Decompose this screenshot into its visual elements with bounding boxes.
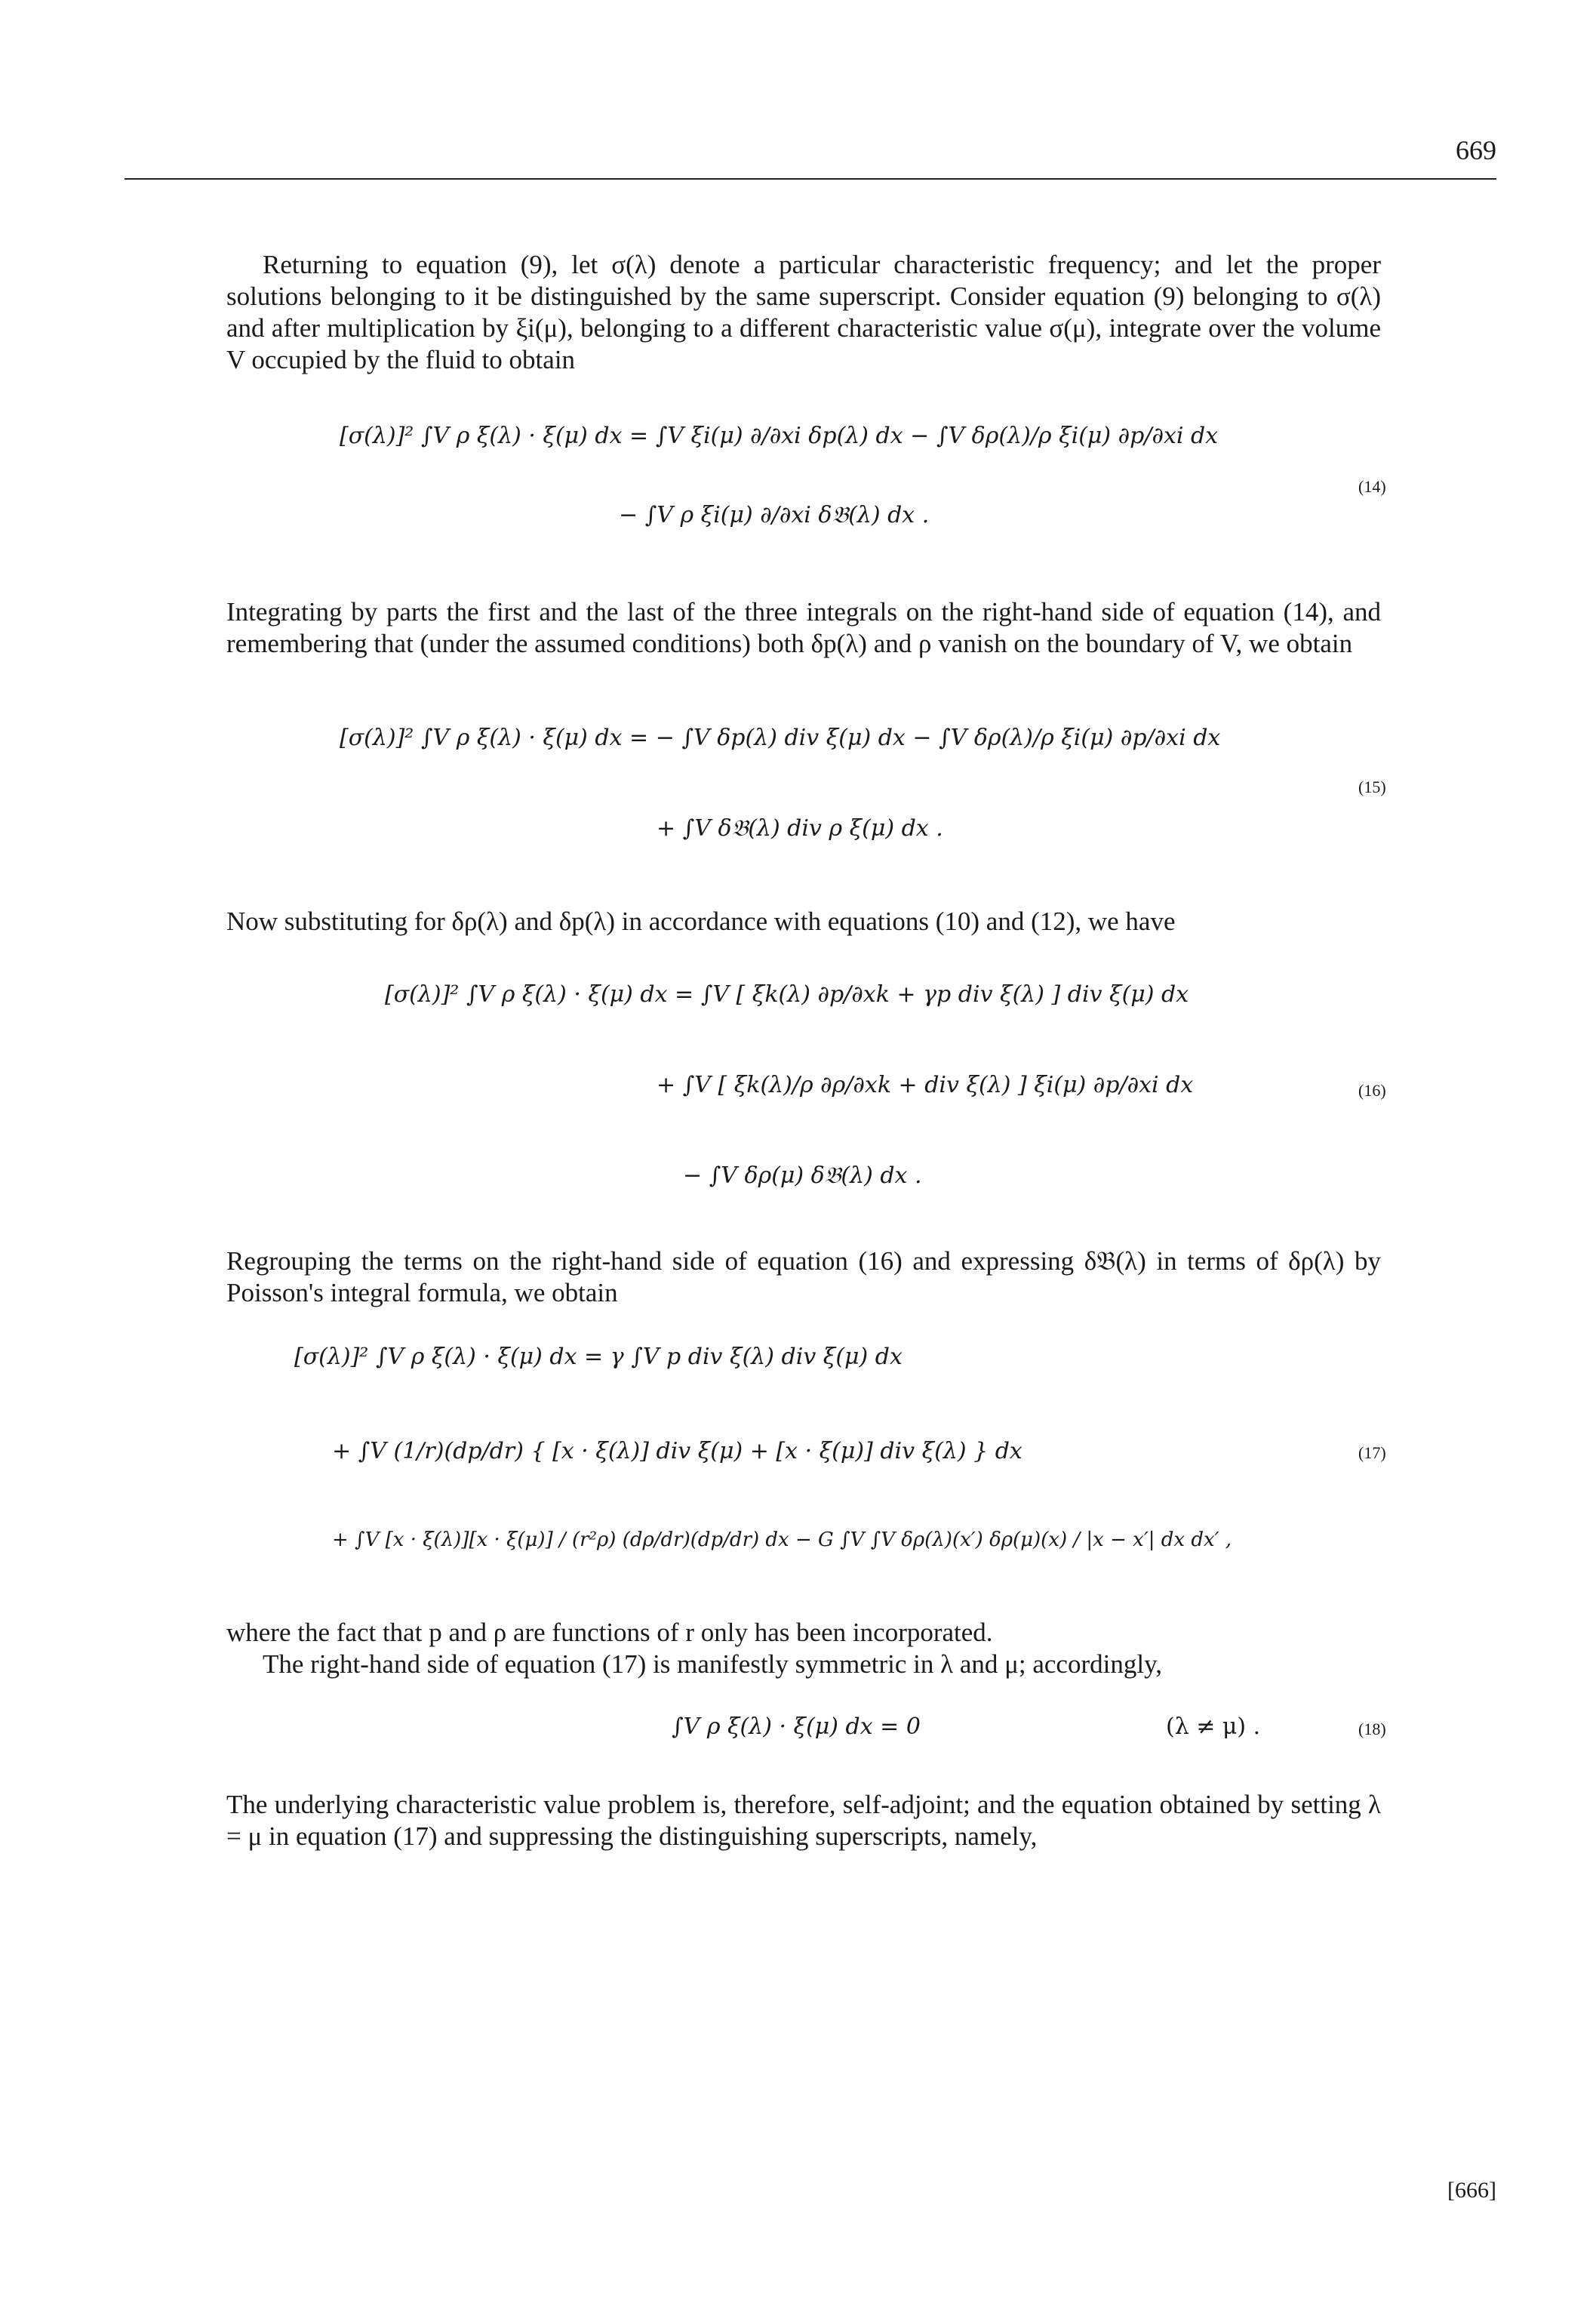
equation-17-line-3: + ∫V [x · ξ(λ)][x · ξ(μ)] / (r²ρ) (dρ/dr)(dp/dr) dx − G ∫V ∫V δρ(λ)(x′) δρ(μ)(x) / |x − x′| dx dx′ , (332, 1529, 1232, 1551)
equation-17-line-2: + ∫V (1/r)(dp/dr) { [x · ξ(λ)] div ξ(μ) + [x · ξ(μ)] div ξ(λ) } dx (332, 1438, 1022, 1464)
paragraph-4: Regrouping the terms on the right-hand side of equation (16) and expressing δ𝔅(λ) in terms of δρ(λ) by Poisson's integral formula, we obtain (226, 1246, 1381, 1307)
equation-16-line-3: − ∫V δρ(μ) δ𝔅(λ) dx . (683, 1162, 922, 1189)
equation-14-line-1: [σ(λ)]² ∫V ρ ξ(λ) · ξ(μ) dx = ∫V ξi(μ) ∂/∂xi δp(λ) dx − ∫V δρ(λ)/ρ ξi(μ) ∂p/∂xi dx (340, 423, 1219, 449)
header-rule (125, 178, 1496, 180)
equation-16-number: (16) (1358, 1081, 1386, 1100)
paragraph-6: The right-hand side of equation (17) is manifestly symmetric in λ and μ; accordingly, (263, 1649, 1163, 1679)
equation-18-condition: (λ ≠ μ) . (1166, 1713, 1261, 1740)
equation-14-line-2: − ∫V ρ ξi(μ) ∂/∂xi δ𝔅(λ) dx . (619, 502, 930, 528)
equation-16-line-1: [σ(λ)]² ∫V ρ ξ(λ) · ξ(μ) dx = ∫V [ ξk(λ) ∂p/∂xk + γp div ξ(λ) ] div ξ(μ) dx (385, 981, 1189, 1008)
equation-14-number: (14) (1358, 477, 1386, 496)
equation-18: ∫V ρ ξ(λ) · ξ(μ) dx = 0 (672, 1713, 921, 1740)
paragraph-5: where the fact that p and ρ are functions of r only has been incorporated. (226, 1618, 993, 1647)
equation-15-line-1: [σ(λ)]² ∫V ρ ξ(λ) · ξ(μ) dx = − ∫V δp(λ) div ξ(μ) dx − ∫V δρ(λ)/ρ ξi(μ) ∂p/∂xi dx (340, 725, 1221, 751)
equation-15-line-2: + ∫V δ𝔅(λ) div ρ ξ(μ) dx . (657, 815, 943, 842)
paragraph-1: Returning to equation (9), let σ(λ) denote a particular characteristic frequency; and let the proper solutions belonging to it be distinguished by the same superscript. Consider equation (9) belonging to σ(λ) and after multiplication by ξi(μ), belonging to a different characteristic value σ(μ), integrate over the volume V occupied by the fluid to obtain (226, 250, 1381, 374)
paragraph-3: Now substituting for δρ(λ) and δp(λ) in accordance with equations (10) and (12), we have (226, 907, 1176, 936)
equation-17-line-1: [σ(λ)]² ∫V ρ ξ(λ) · ξ(μ) dx = γ ∫V p div ξ(λ) div ξ(μ) dx (294, 1344, 903, 1370)
equation-15-number: (15) (1358, 777, 1386, 796)
paragraph-2: Integrating by parts the first and the last of the three integrals on the right-hand side of equation (14), and remembering that (under the assumed conditions) both δp(λ) and ρ vanish on the boundary of V, we obtain (226, 597, 1381, 658)
page-number: 669 (1456, 135, 1496, 165)
equation-16-line-2: + ∫V [ ξk(λ)/ρ ∂ρ/∂xk + div ξ(λ) ] ξi(μ) ∂p/∂xi dx (657, 1072, 1194, 1098)
equation-18-number: (18) (1358, 1720, 1386, 1738)
paragraph-7: The underlying characteristic value problem is, therefore, self-adjoint; and the equation obtained by setting λ = μ in equation (17) and suppressing the distinguishing superscripts, namely, (226, 1790, 1381, 1851)
page-footer-bracket-number: [666] (1447, 2178, 1496, 2203)
equation-17-number: (17) (1358, 1443, 1386, 1462)
